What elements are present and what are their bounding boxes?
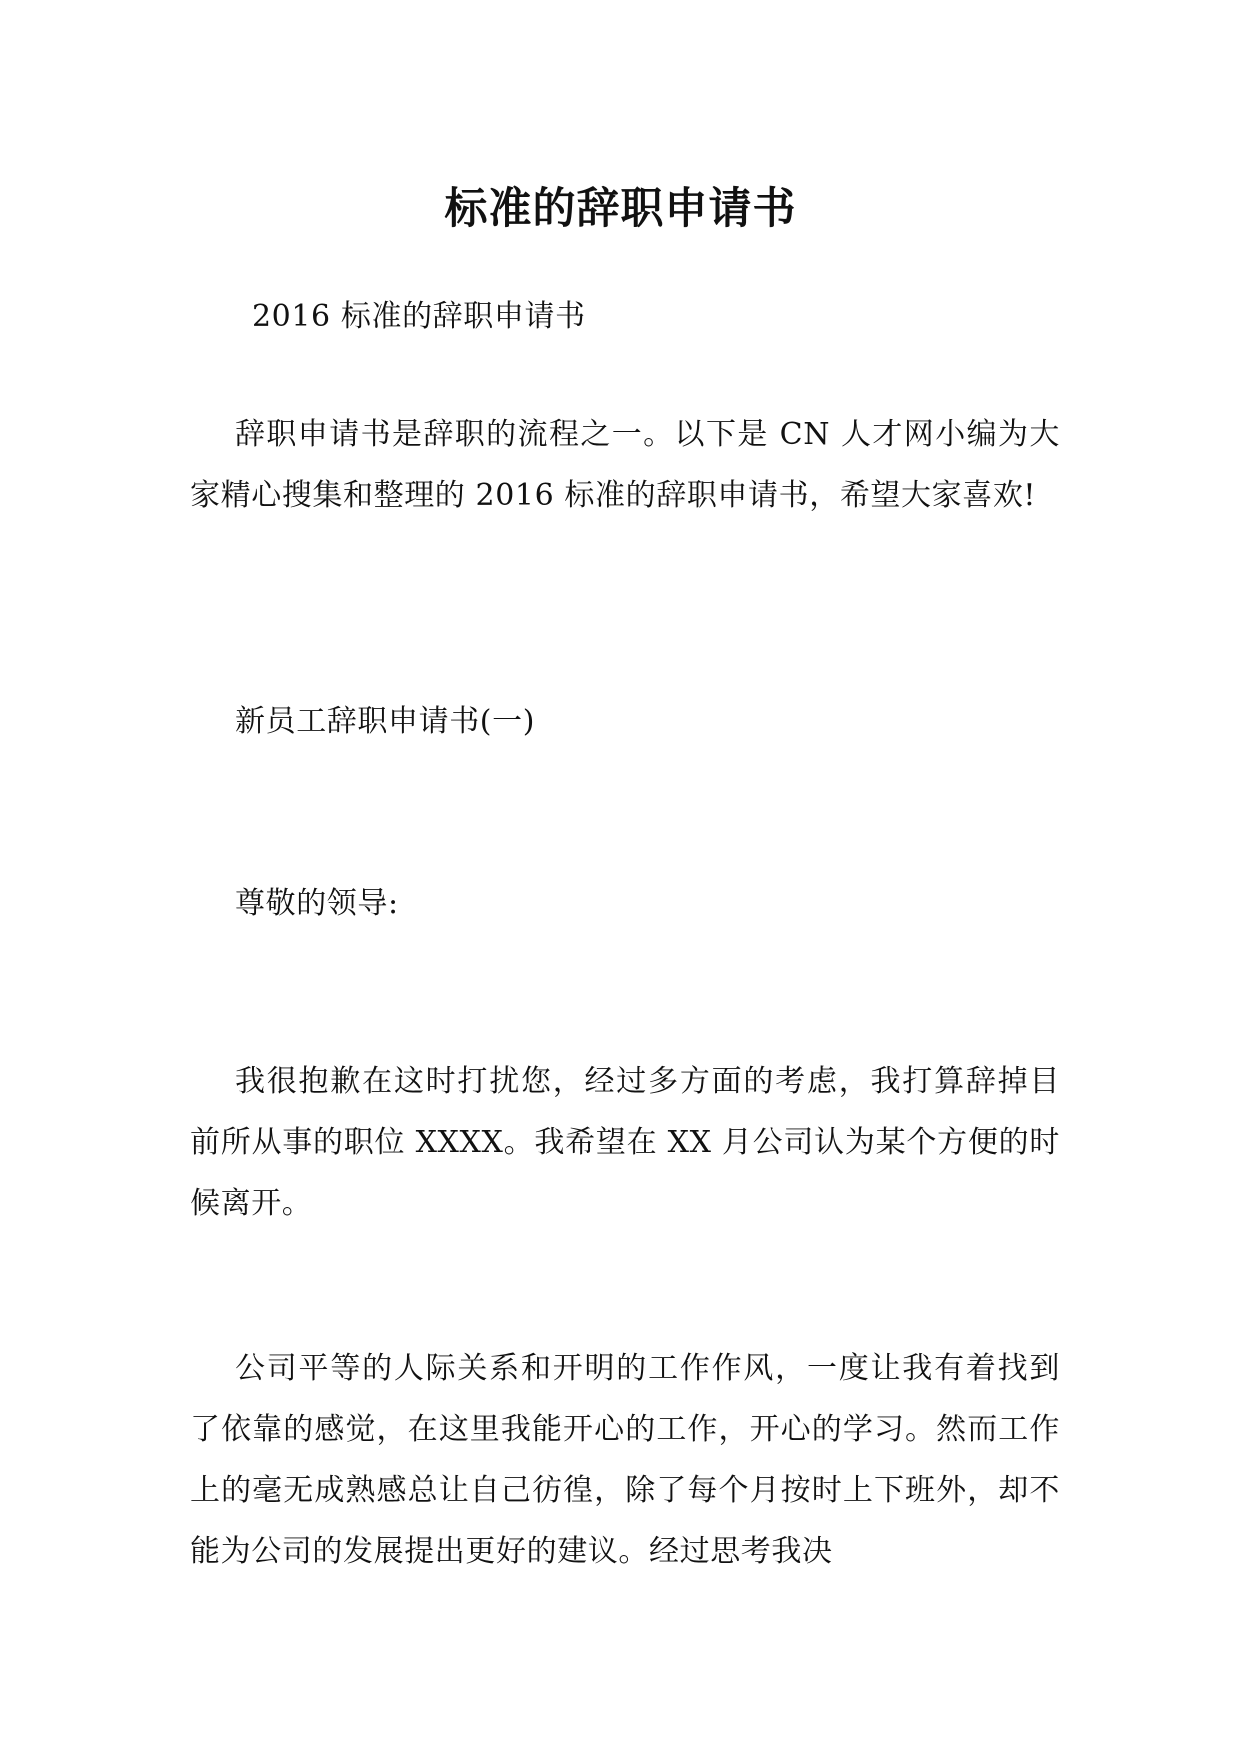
section-heading: 新员工辞职申请书(一) (235, 704, 536, 739)
salutation: 尊敬的领导: (235, 886, 399, 921)
document-subtitle: 2016 标准的辞职申请书 (252, 299, 586, 334)
intro-paragraph: 辞职申请书是辞职的流程之一。以下是 CN 人才网小编为大家精心搜集和整理的 2016 标准的辞职申请书，希望大家喜欢! (190, 417, 1060, 513)
body-paragraph-2: 公司平等的人际关系和开明的工作作风，一度让我有着找到了依靠的感觉，在这里我能开心的工作，开心的学习。然而工作上的毫无成熟感总让自己彷徨，除了每个月按时上下班外，却不能为公司的发展提出更好的建议。经过思考我决 (190, 1351, 1060, 1569)
document-title: 标准的辞职申请书 (444, 183, 797, 234)
body-paragraph-1: 我很抱歉在这时打扰您，经过多方面的考虑，我打算辞掉目前所从事的职位 XXXX。我希望在 XX 月公司认为某个方便的时候离开。 (190, 1064, 1060, 1221)
